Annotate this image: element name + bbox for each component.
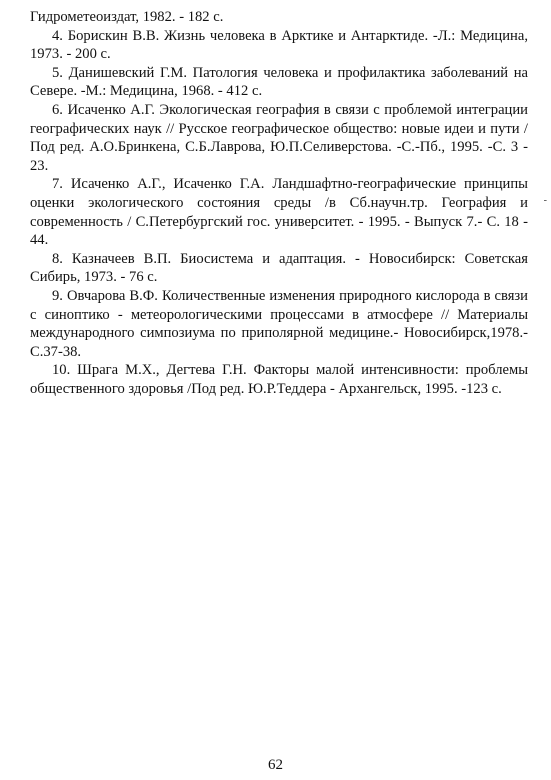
reference-item: 4. Борискин В.В. Жизнь человека в Арктике и Антарктиде. -Л.: Медицина, 1973. - 200 с. xyxy=(30,27,528,63)
reference-item: 5. Данишевский Г.М. Патология человека и профилактика заболеваний на Севере. -М.: Медицина, 1968. - 412 с. xyxy=(30,64,528,100)
reference-item: 10. Шрага М.Х., Дегтева Г.Н. Факторы малой интенсивности: проблемы общественного здоровья /Под ред. Ю.Р.Теддера - Архангельск, 1995. -123 с. xyxy=(30,362,528,397)
reference-item: 9. Овчарова В.Ф. Количественные изменения природного кислорода в связи с синоптико - метеорологическими процессами в атмосфере // Материалы международного симпозиума по приполярной медицине.- Новосибирск,1978.-С.37-38. xyxy=(30,287,528,360)
reference-item: 7. Исаченко А.Г., Исаченко Г.А. Ландшафтно-географические принципы оценки экологического состояния среды /в Сб.научн.тр. География и современность / С.Петербургский гос. университет. - 1995. - Выпуск 7.- С. 18 - 44. xyxy=(30,176,528,249)
reference-item: 8. Казначеев В.П. Биосистема и адаптация. - Новосибирск: Советская Сибирь, 1973. - 76 с. xyxy=(30,250,528,286)
margin-mark: - xyxy=(543,195,547,206)
reference-item: Гидрометеоиздат, 1982. - 182 с. xyxy=(30,9,224,25)
reference-item: 6. Исаченко А.Г. Экологическая география в связи с проблемой интеграции географических наук // Русское географическое общество: новые идеи и пути / Под ред. А.О.Бринкена, С.Б.Лаврова, Ю.П.Селиверстова. -С.-Пб., 1995. -С. 3 - 23. xyxy=(30,101,528,174)
reference-list xyxy=(30,8,528,398)
page-number: 62 xyxy=(268,757,283,773)
